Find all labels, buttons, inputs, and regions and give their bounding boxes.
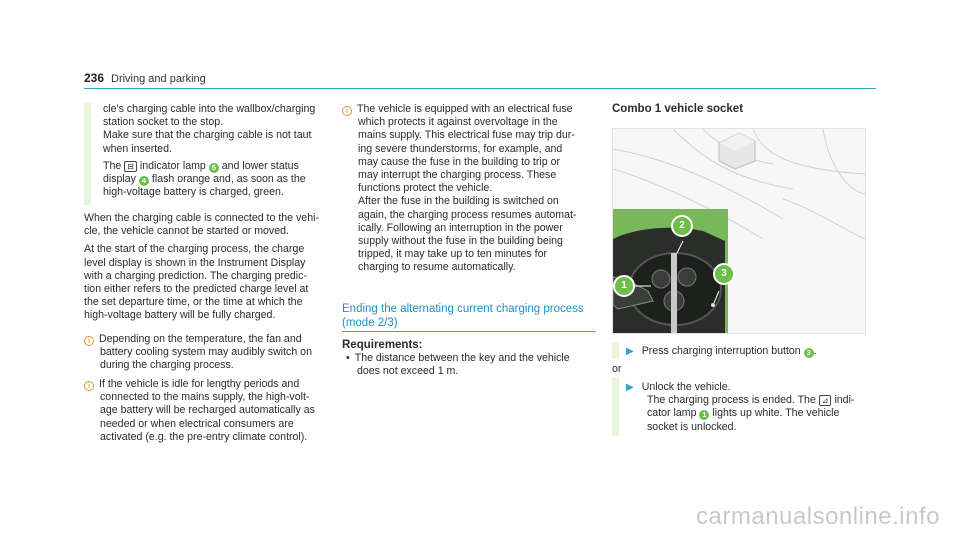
text-line: [612, 394, 872, 407]
page-number: 236: [84, 71, 105, 85]
text-fragment: Press charging interruption button: [641, 345, 801, 357]
text-line: After the fuse in the building is switched on: [358, 195, 559, 208]
step-continuation: [103, 103, 333, 199]
text-line: connected to the mains supply, the high-volt-: [100, 391, 310, 404]
info-icon: i: [342, 106, 352, 116]
text-line: socket is unlocked.: [647, 420, 737, 433]
text-line: high-voltage battery is charged, green.: [103, 186, 284, 199]
text-line: [342, 103, 597, 116]
text-fragment: The: [103, 159, 122, 172]
body-paragraphs: [84, 212, 334, 323]
vehicle-socket-figure: [612, 128, 866, 334]
step-press-button: [612, 345, 872, 358]
text-line: during the charging process.: [100, 359, 234, 372]
figure-callout-3: 3: [713, 263, 735, 285]
text-line: tion either refers to the predicted charge level at: [84, 283, 309, 296]
text-line: mains supply. This electrical fuse may trip dur-: [358, 129, 575, 142]
text-line: [612, 407, 872, 420]
text-fragment: lights up white. The vehicle: [712, 407, 840, 420]
text-line: activated (e.g. the pre-entry climate control).: [100, 430, 308, 443]
charging-plug-symbol-icon: ⊟: [124, 161, 137, 172]
text-line: Ending the alternating current charging process: [342, 303, 584, 315]
figure-callout-1: 1: [613, 275, 635, 297]
watermark: carmanualsonline.info: [696, 502, 940, 530]
step-line: [612, 345, 872, 358]
text-line: When the charging cable is connected to the vehi-: [84, 212, 319, 224]
text-line: level display is shown in the Instrument Display: [84, 256, 306, 269]
text-line: which protects it against overvoltage in the: [358, 116, 558, 129]
text-fragment: flash orange and, as soon as the: [151, 173, 306, 186]
text-line: age battery will be recharged automatically as: [100, 404, 315, 417]
socket-unlock-symbol-icon: ⊿: [819, 395, 832, 406]
text-fragment: cator lamp: [647, 407, 697, 420]
text-fragment: indicator lamp: [139, 159, 206, 172]
info-icon: i: [84, 381, 94, 391]
section-heading: [342, 302, 597, 330]
text-line: ically. Following an interruption in the power: [358, 221, 563, 234]
text-line: ing severe thunderstorms, for example, and: [358, 142, 563, 155]
vehicle-socket-illustration: [613, 129, 865, 333]
requirements-title: Requirements:: [342, 339, 423, 351]
note-electrical-fuse: [342, 103, 597, 275]
callout-badge: 4: [139, 176, 149, 186]
text-line: cle, the vehicle cannot be started or moved.: [84, 225, 289, 238]
text-line: does not exceed 1 m.: [357, 365, 459, 378]
step-line: [612, 381, 872, 394]
chapter-title: Driving and parking: [111, 73, 206, 85]
text-fragment: Depending on the temperature, the fan and: [99, 333, 302, 345]
info-icon: i: [84, 336, 94, 346]
text-fragment: The distance between the key and the vehicle: [354, 352, 570, 365]
text-fragment: indi-: [834, 394, 855, 407]
text-line: functions protect the vehicle.: [358, 182, 493, 195]
text-line: station socket to the stop.: [103, 116, 224, 129]
text-fragment: and lower status: [221, 159, 299, 172]
or-label: or: [612, 363, 622, 375]
text-line: [84, 378, 334, 391]
text-line: cle's charging cable into the wallbox/charging: [103, 103, 316, 115]
text-line: supply without the fuse in the building being: [358, 235, 563, 248]
note-idle: [84, 378, 334, 444]
text-line: again, the charging process resumes automat-: [358, 208, 577, 221]
text-fragment: The charging process is ended. The: [647, 394, 816, 407]
callout-badge: 1: [699, 410, 709, 420]
text-fragment: display: [103, 173, 136, 186]
text-line: when inserted.: [103, 142, 172, 155]
text-line: (mode 2/3): [342, 317, 398, 329]
step-highlight-bar: [84, 103, 91, 205]
step-arrow-icon: ▶: [626, 346, 634, 357]
step-unlock: [612, 381, 872, 434]
figure-callout-2: 2: [671, 215, 693, 237]
text-line: Make sure that the charging cable is not taut: [103, 129, 312, 142]
requirements: [342, 339, 597, 379]
text-line: may interrupt the charging process. These: [358, 169, 557, 182]
bullet-icon: •: [346, 352, 350, 365]
text-line: [84, 333, 334, 346]
text-line: the set departure time, or the time at which the: [84, 296, 303, 309]
text-fragment: .: [813, 345, 817, 357]
text-line: charging to resume automatically.: [358, 261, 516, 274]
text-line: needed or when electrical consumers are: [100, 417, 294, 430]
text-line: battery cooling system may audibly switch on: [100, 346, 312, 359]
header-divider: [84, 88, 876, 89]
text-fragment: The vehicle is equipped with an electrical fuse: [357, 103, 573, 115]
note-temperature: [84, 333, 334, 373]
figure-heading: Combo 1 vehicle socket: [612, 103, 744, 115]
text-line: high-voltage battery will be fully charged.: [84, 309, 276, 322]
callout-badge: 3: [804, 348, 814, 358]
indicator-line: [103, 173, 333, 186]
step-arrow-icon: ▶: [626, 382, 634, 393]
text-line: tripped, it may take up to ten minutes for: [358, 248, 548, 261]
section-divider: [342, 331, 596, 332]
text-fragment: Unlock the vehicle.: [641, 381, 731, 393]
text-fragment: If the vehicle is idle for lengthy periods and: [99, 378, 300, 390]
text-line: At the start of the charging process, the charge: [84, 243, 305, 256]
text-line: may cause the fuse in the building to trip or: [358, 155, 560, 168]
callout-badge: 5: [209, 163, 219, 173]
requirement-item: [342, 352, 597, 365]
indicator-line: [103, 160, 333, 173]
text-line: with a charging prediction. The charging predic-: [84, 269, 307, 282]
